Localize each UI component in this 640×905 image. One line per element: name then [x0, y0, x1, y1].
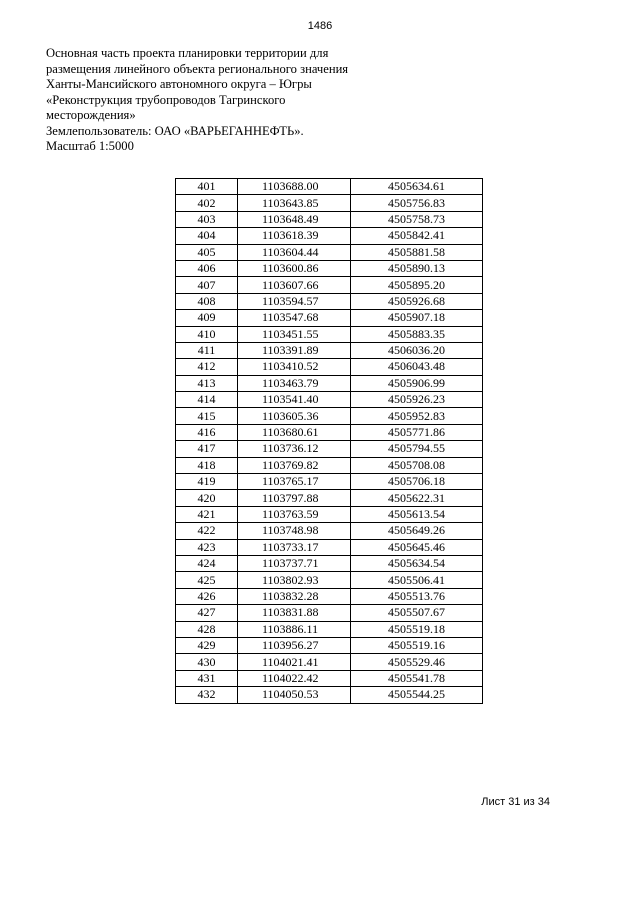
table-row [176, 326, 483, 342]
y-coordinate-cell: 4506036.20 [351, 342, 483, 358]
x-coordinate-cell: 1103451.55 [238, 326, 351, 342]
point-number-cell: 407 [176, 277, 238, 293]
point-number-cell: 406 [176, 260, 238, 276]
table-row [176, 687, 483, 703]
table-row [176, 244, 483, 260]
y-coordinate-cell: 4505890.13 [351, 260, 483, 276]
y-coordinate-cell: 4506043.48 [351, 359, 483, 375]
table-row [176, 392, 483, 408]
y-coordinate-cell: 4505842.41 [351, 228, 483, 244]
point-number-cell: 413 [176, 375, 238, 391]
y-coordinate-cell: 4505529.46 [351, 654, 483, 670]
point-number-cell: 432 [176, 687, 238, 703]
x-coordinate-cell: 1103765.17 [238, 474, 351, 490]
point-number-cell: 424 [176, 555, 238, 571]
x-coordinate-cell: 1104022.42 [238, 670, 351, 686]
y-coordinate-cell: 4505634.61 [351, 179, 483, 195]
x-coordinate-cell: 1103463.79 [238, 375, 351, 391]
point-number-cell: 419 [176, 474, 238, 490]
y-coordinate-cell: 4505645.46 [351, 539, 483, 555]
coordinates-table-body [176, 179, 483, 704]
x-coordinate-cell: 1103541.40 [238, 392, 351, 408]
point-number-cell: 404 [176, 228, 238, 244]
x-coordinate-cell: 1103736.12 [238, 441, 351, 457]
point-number-cell: 411 [176, 342, 238, 358]
point-number-cell: 426 [176, 588, 238, 604]
header-line: Основная часть проекта планировки территории для [46, 46, 329, 60]
y-coordinate-cell: 4505756.83 [351, 195, 483, 211]
point-number-cell: 422 [176, 523, 238, 539]
table-row [176, 605, 483, 621]
page-number: 1486 [307, 20, 333, 32]
table-row [176, 457, 483, 473]
point-number-cell: 414 [176, 392, 238, 408]
y-coordinate-cell: 4505907.18 [351, 310, 483, 326]
y-coordinate-cell: 4505708.08 [351, 457, 483, 473]
y-coordinate-cell: 4505881.58 [351, 244, 483, 260]
point-number-cell: 409 [176, 310, 238, 326]
point-number-cell: 403 [176, 211, 238, 227]
y-coordinate-cell: 4505906.99 [351, 375, 483, 391]
x-coordinate-cell: 1103594.57 [238, 293, 351, 309]
x-coordinate-cell: 1103410.52 [238, 359, 351, 375]
header-line: Ханты-Мансийского автономного округа – Югры [46, 77, 312, 91]
x-coordinate-cell: 1103643.85 [238, 195, 351, 211]
x-coordinate-cell: 1103733.17 [238, 539, 351, 555]
x-coordinate-cell: 1103802.93 [238, 572, 351, 588]
header-line: Масштаб 1:5000 [46, 139, 134, 153]
x-coordinate-cell: 1103604.44 [238, 244, 351, 260]
x-coordinate-cell: 1103832.28 [238, 588, 351, 604]
y-coordinate-cell: 4505883.35 [351, 326, 483, 342]
y-coordinate-cell: 4505895.20 [351, 277, 483, 293]
y-coordinate-cell: 4505634.54 [351, 555, 483, 571]
y-coordinate-cell: 4505613.54 [351, 506, 483, 522]
table-row [176, 408, 483, 424]
point-number-cell: 420 [176, 490, 238, 506]
header-line: размещения линейного объекта регионального значения [46, 61, 349, 76]
table-row [176, 293, 483, 309]
header-line: Землепользователь: ОАО «ВАРЬЕГАННЕФТЬ». [46, 123, 304, 138]
y-coordinate-cell: 4505926.23 [351, 392, 483, 408]
point-number-cell: 425 [176, 572, 238, 588]
table-row [176, 228, 483, 244]
y-coordinate-cell: 4505507.67 [351, 605, 483, 621]
y-coordinate-cell: 4505513.76 [351, 588, 483, 604]
table-row [176, 424, 483, 440]
table-row [176, 506, 483, 522]
table-row [176, 490, 483, 506]
y-coordinate-cell: 4505758.73 [351, 211, 483, 227]
header-line: месторождения» [46, 108, 136, 122]
point-number-cell: 418 [176, 457, 238, 473]
point-number-cell: 401 [176, 179, 238, 195]
point-number-cell: 405 [176, 244, 238, 260]
table-row [176, 277, 483, 293]
x-coordinate-cell: 1103886.11 [238, 621, 351, 637]
document-header [46, 46, 366, 155]
x-coordinate-cell: 1103391.89 [238, 342, 351, 358]
table-row [176, 441, 483, 457]
table-row [176, 211, 483, 227]
y-coordinate-cell: 4505519.16 [351, 637, 483, 653]
x-coordinate-cell: 1103748.98 [238, 523, 351, 539]
table-row [176, 195, 483, 211]
sheet-number: Лист 31 из 34 [481, 796, 550, 808]
x-coordinate-cell: 1103680.61 [238, 424, 351, 440]
table-row [176, 310, 483, 326]
y-coordinate-cell: 4505649.26 [351, 523, 483, 539]
point-number-cell: 427 [176, 605, 238, 621]
table-row [176, 342, 483, 358]
y-coordinate-cell: 4505771.86 [351, 424, 483, 440]
point-number-cell: 416 [176, 424, 238, 440]
table-row [176, 375, 483, 391]
point-number-cell: 428 [176, 621, 238, 637]
point-number-cell: 417 [176, 441, 238, 457]
x-coordinate-cell: 1103956.27 [238, 637, 351, 653]
point-number-cell: 421 [176, 506, 238, 522]
table-row [176, 474, 483, 490]
header-line: «Реконструкция трубопроводов Тагринского [46, 92, 286, 107]
x-coordinate-cell: 1103600.86 [238, 260, 351, 276]
x-coordinate-cell: 1103648.49 [238, 211, 351, 227]
x-coordinate-cell: 1103797.88 [238, 490, 351, 506]
y-coordinate-cell: 4505706.18 [351, 474, 483, 490]
x-coordinate-cell: 1103688.00 [238, 179, 351, 195]
table-row [176, 555, 483, 571]
y-coordinate-cell: 4505541.78 [351, 670, 483, 686]
table-row [176, 670, 483, 686]
table-row [176, 572, 483, 588]
x-coordinate-cell: 1103605.36 [238, 408, 351, 424]
table-row [176, 359, 483, 375]
x-coordinate-cell: 1103763.59 [238, 506, 351, 522]
x-coordinate-cell: 1103547.68 [238, 310, 351, 326]
table-row [176, 654, 483, 670]
point-number-cell: 431 [176, 670, 238, 686]
table-row [176, 260, 483, 276]
point-number-cell: 410 [176, 326, 238, 342]
y-coordinate-cell: 4505544.25 [351, 687, 483, 703]
table-row [176, 621, 483, 637]
table-row [176, 637, 483, 653]
coordinates-table [175, 178, 483, 704]
x-coordinate-cell: 1103618.39 [238, 228, 351, 244]
point-number-cell: 412 [176, 359, 238, 375]
table-row [176, 539, 483, 555]
y-coordinate-cell: 4505519.18 [351, 621, 483, 637]
x-coordinate-cell: 1103607.66 [238, 277, 351, 293]
y-coordinate-cell: 4505952.83 [351, 408, 483, 424]
point-number-cell: 415 [176, 408, 238, 424]
table-row [176, 588, 483, 604]
table-row [176, 179, 483, 195]
point-number-cell: 429 [176, 637, 238, 653]
point-number-cell: 423 [176, 539, 238, 555]
table-row [176, 523, 483, 539]
point-number-cell: 408 [176, 293, 238, 309]
y-coordinate-cell: 4505622.31 [351, 490, 483, 506]
y-coordinate-cell: 4505926.68 [351, 293, 483, 309]
point-number-cell: 402 [176, 195, 238, 211]
x-coordinate-cell: 1103831.88 [238, 605, 351, 621]
x-coordinate-cell: 1104050.53 [238, 687, 351, 703]
x-coordinate-cell: 1103737.71 [238, 555, 351, 571]
x-coordinate-cell: 1104021.41 [238, 654, 351, 670]
point-number-cell: 430 [176, 654, 238, 670]
y-coordinate-cell: 4505506.41 [351, 572, 483, 588]
x-coordinate-cell: 1103769.82 [238, 457, 351, 473]
y-coordinate-cell: 4505794.55 [351, 441, 483, 457]
